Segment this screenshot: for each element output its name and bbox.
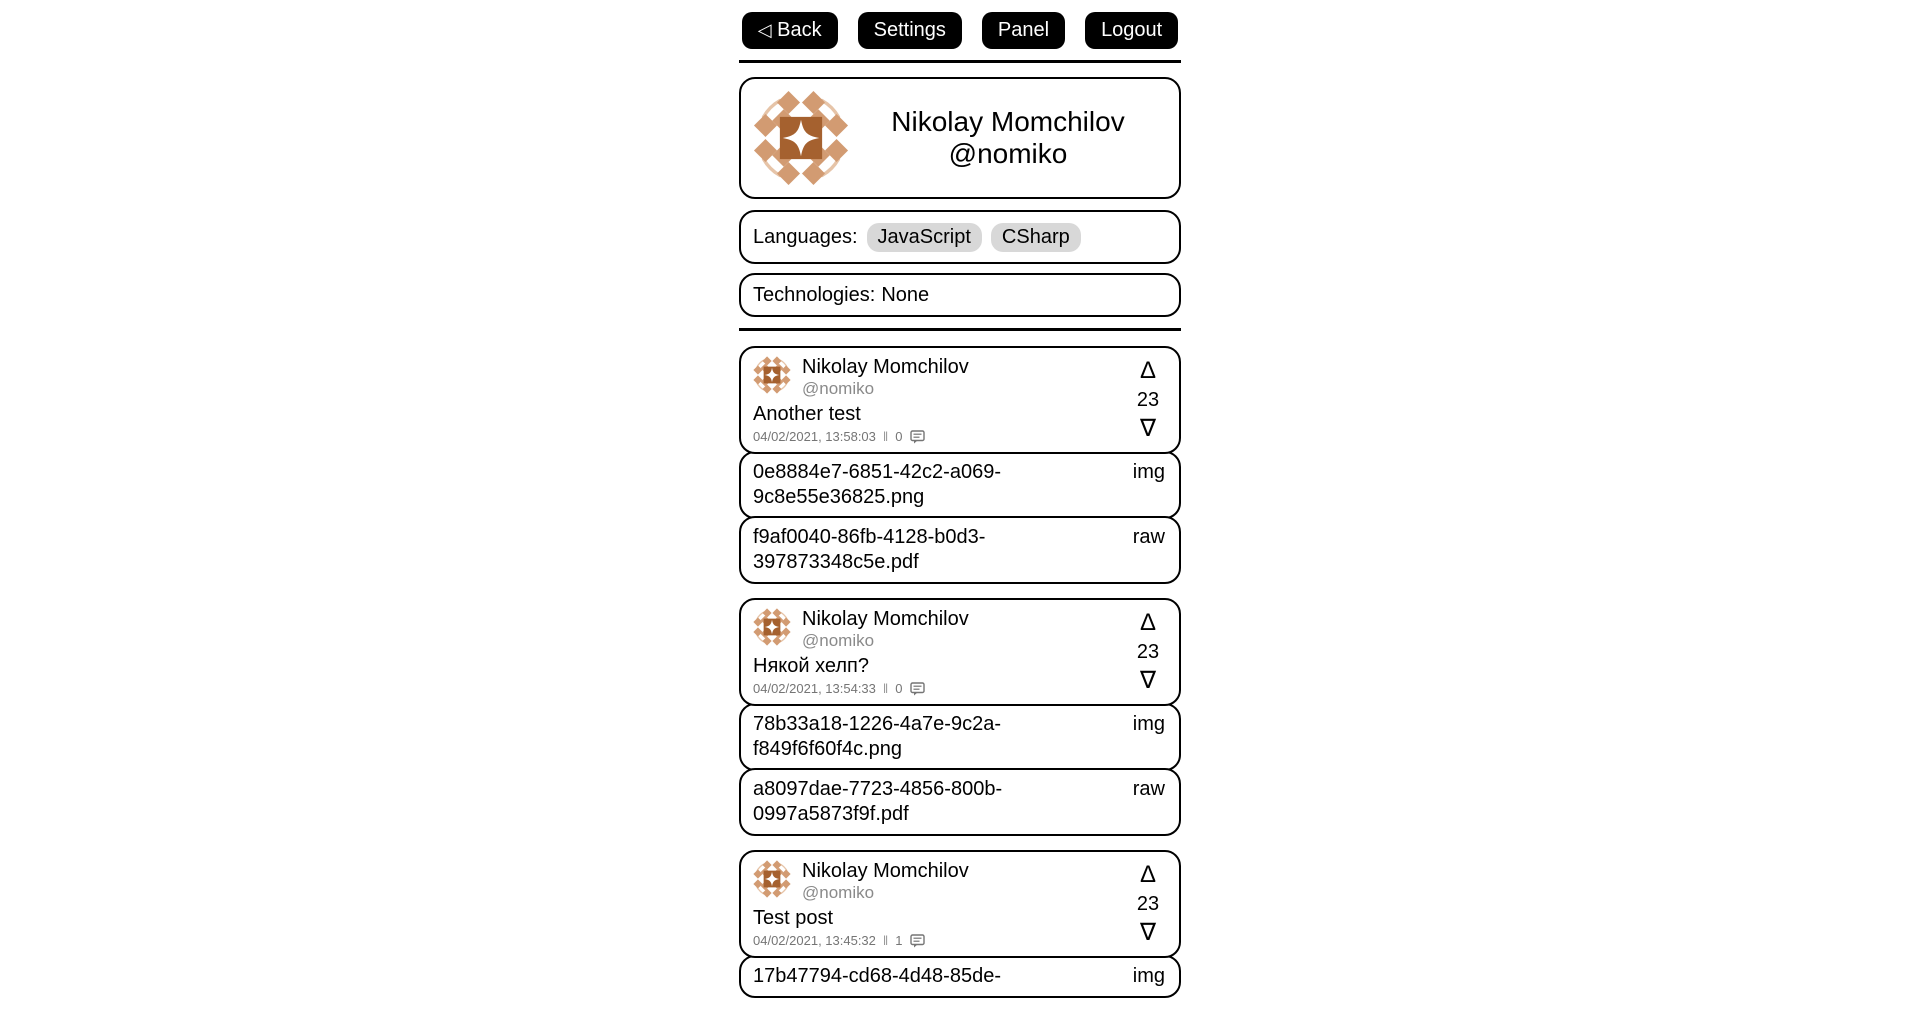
attachment-card[interactable] [739,516,1181,584]
post-group [739,850,1181,998]
post-title: Някой хелп? [753,655,869,677]
post-card[interactable] [739,850,1181,958]
post-header [753,860,969,903]
divider-top [739,60,1181,63]
languages-card [739,210,1181,264]
post-score: 23 [1136,389,1160,411]
comment-icon [910,934,925,948]
settings-button[interactable] [858,12,962,49]
attachment-card[interactable] [739,955,1181,998]
logout-button[interactable] [1085,12,1178,49]
downvote-button[interactable]: ∇ [1139,415,1157,442]
attachment-card[interactable] [739,451,1181,519]
technologies-value: None [881,283,930,306]
post-timestamp: 04/02/2021, 13:54:33 [753,681,876,696]
comment-count: 0 [895,429,903,444]
post-timestamp: 04/02/2021, 13:45:32 [753,933,876,948]
post-card[interactable] [739,598,1181,706]
post-meta [753,681,969,696]
profile-handle: @nomiko [948,138,1068,169]
post-author-handle: @nomiko [802,631,875,650]
profile-avatar [753,90,849,186]
post-main [753,356,969,444]
divider-posts [739,328,1181,331]
profile-names [849,106,1167,170]
vote-column [1131,608,1165,696]
post-author-name: Nikolay Momchilov [802,608,969,630]
post-title: Another test [753,403,861,425]
post-timestamp: 04/02/2021, 13:58:03 [753,429,876,444]
attachment-type-badge: raw [1132,778,1165,800]
post-author-name: Nikolay Momchilov [802,356,969,378]
post-header [753,608,969,651]
language-tag[interactable]: CSharp [991,223,1081,252]
post-meta [753,933,969,948]
post-author-handle: @nomiko [802,883,875,902]
upvote-button[interactable]: Δ [1139,861,1157,888]
settings-button-label: Settings [873,19,946,41]
attachment-filename: 17b47794-cd68-4d48-85de- [753,965,1001,987]
back-button-label: Back [777,19,822,41]
panel-button[interactable] [982,12,1065,49]
downvote-button[interactable]: ∇ [1139,919,1157,946]
post-group [739,598,1181,836]
technologies-label: Technologies: [753,283,876,306]
vote-column [1131,356,1165,444]
meta-separator: ‖ [882,933,889,948]
attachment-filename: a8097dae-7723-4856-800b-0997a5873f9f.pdf [753,778,1003,825]
post-score: 23 [1136,893,1160,915]
back-icon: ◁ [757,20,772,40]
technologies-card [739,273,1181,317]
comment-count: 1 [895,933,903,948]
post-main [753,860,969,948]
post-main [753,608,969,696]
panel-button-label: Panel [997,19,1050,41]
post-author-handle: @nomiko [802,379,875,398]
attachment-filename: 78b33a18-1226-4a7e-9c2a-f849f6f60f4c.png [753,713,1001,760]
post-card[interactable] [739,346,1181,454]
profile-name: Nikolay Momchilov [891,105,1125,137]
post-author-avatar [753,608,791,646]
downvote-button[interactable]: ∇ [1139,667,1157,694]
attachment-type-badge: img [1132,461,1165,483]
back-button[interactable] [742,12,838,49]
upvote-button[interactable]: Δ [1139,357,1157,384]
post-header [753,356,969,399]
logout-button-label: Logout [1101,19,1163,41]
comment-icon [910,682,925,696]
profile-card [739,77,1181,199]
attachment-type-badge: img [1132,713,1165,735]
post-group [739,346,1181,584]
languages-label: Languages: [753,225,858,248]
comment-count: 0 [895,681,903,696]
attachment-filename: f9af0040-86fb-4128-b0d3-397873348c5e.pdf [753,526,986,573]
attachment-type-badge: raw [1132,526,1165,548]
top-nav [739,12,1181,49]
comment-icon [910,430,925,444]
meta-separator: ‖ [882,429,889,444]
attachment-card[interactable] [739,703,1181,771]
post-score: 23 [1136,641,1160,663]
post-author-avatar [753,860,791,898]
vote-column [1131,860,1165,948]
posts-list [739,346,1181,998]
post-meta [753,429,969,444]
upvote-button[interactable]: Δ [1139,609,1157,636]
attachment-filename: 0e8884e7-6851-42c2-a069-9c8e55e36825.png [753,461,1001,508]
post-author-name: Nikolay Momchilov [802,860,969,882]
attachment-card[interactable] [739,768,1181,836]
language-tag[interactable]: JavaScript [867,223,982,252]
attachment-type-badge: img [1132,965,1165,987]
profile-page [739,0,1181,998]
post-title: Test post [753,907,834,929]
meta-separator: ‖ [882,681,889,696]
post-author-avatar [753,356,791,394]
